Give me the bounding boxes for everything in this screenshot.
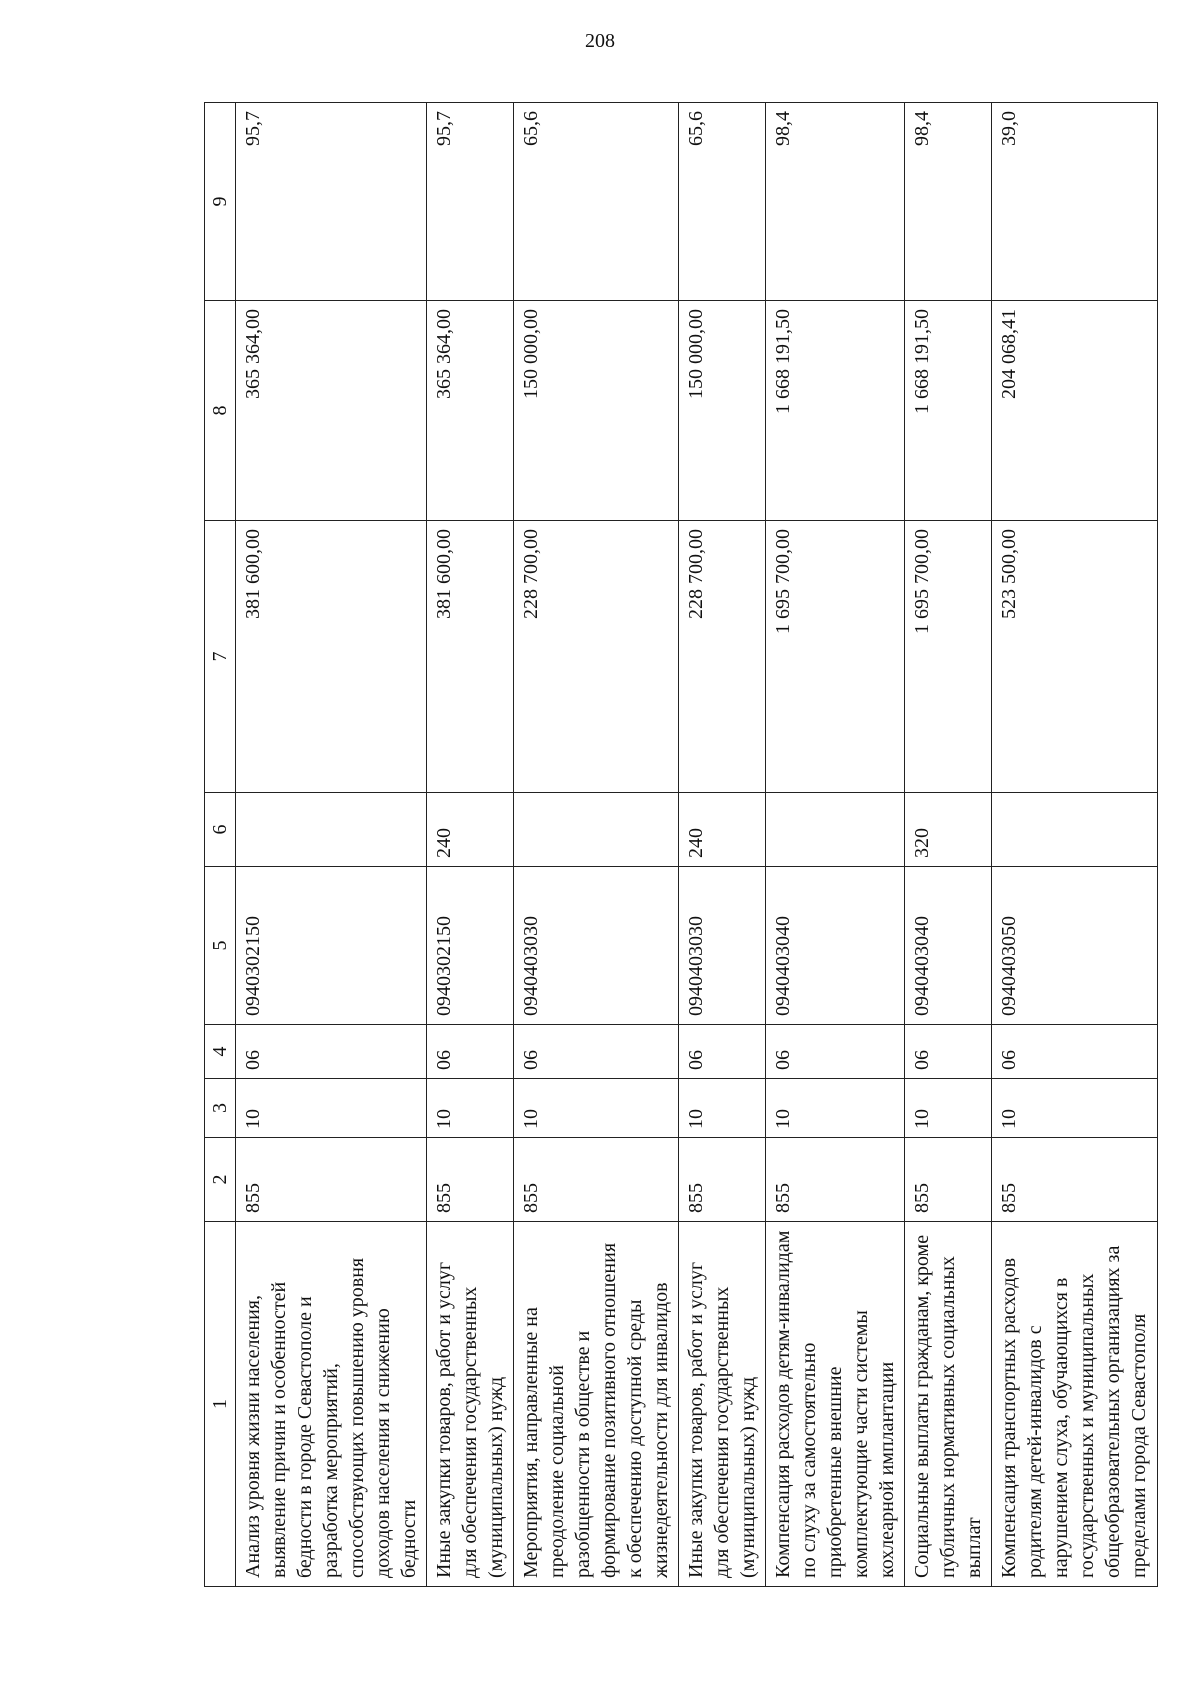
cell-col3: 10 [905, 1079, 992, 1138]
cell-col3: 10 [514, 1079, 679, 1138]
table-row [427, 103, 514, 1587]
cell-col3: 10 [679, 1079, 766, 1138]
cell-col3: 10 [236, 1079, 427, 1138]
cell-col2: 855 [427, 1138, 514, 1222]
cell-col3: 10 [992, 1079, 1158, 1138]
description-cell: Социальные выплаты гражданам, кроме публичных нормативных социальных выплат [905, 1222, 992, 1587]
cell-col6 [766, 793, 905, 867]
cell-col2: 855 [766, 1138, 905, 1222]
header-cell: 3 [205, 1079, 236, 1138]
cell-col8: 365 364,00 [236, 301, 427, 521]
cell-col2: 855 [679, 1138, 766, 1222]
description-cell: Компенсация транспортных расходов родителям детей-инвалидов с нарушением слуха, обучающихся в государственных и муниципальных общеобразовательных организациях за пределами города Севастополя [992, 1222, 1158, 1587]
cell-col9: 65,6 [514, 103, 679, 301]
cell-col9: 39,0 [992, 103, 1158, 301]
cell-col6: 240 [679, 793, 766, 867]
cell-col7: 228 700,00 [679, 521, 766, 793]
cell-col3: 10 [427, 1079, 514, 1138]
cell-col4: 06 [992, 1025, 1158, 1079]
cell-col7: 1 695 700,00 [905, 521, 992, 793]
cell-col2: 855 [514, 1138, 679, 1222]
description-cell: Компенсация расходов детям-инвалидам по слуху за самостоятельно приобретенные внешние комплектующие части системы кохлеарной имплантации [766, 1222, 905, 1587]
description-cell: Иные закупки товаров, работ и услуг для обеспечения государственных (муниципальных) нужд [679, 1222, 766, 1587]
cell-col5: 0940403030 [679, 867, 766, 1025]
cell-col2: 855 [236, 1138, 427, 1222]
cell-col6 [514, 793, 679, 867]
cell-col7: 381 600,00 [427, 521, 514, 793]
cell-col8: 1 668 191,50 [766, 301, 905, 521]
page-number: 208 [585, 30, 615, 52]
description-cell: Анализ уровня жизни населения, выявление причин и особенностей бедности в городе Севастополе и разработка мероприятий, способствующих повышению уровня доходов населения и снижению бедности [236, 1222, 427, 1587]
cell-col7: 1 695 700,00 [766, 521, 905, 793]
cell-col2: 855 [992, 1138, 1158, 1222]
cell-col2: 855 [905, 1138, 992, 1222]
header-cell: 7 [205, 521, 236, 793]
cell-col4: 06 [514, 1025, 679, 1079]
cell-col8: 1 668 191,50 [905, 301, 992, 521]
header-cell: 4 [205, 1025, 236, 1079]
cell-col5: 0940403030 [514, 867, 679, 1025]
cell-col7: 523 500,00 [992, 521, 1158, 793]
cell-col9: 95,7 [427, 103, 514, 301]
cell-col6: 240 [427, 793, 514, 867]
budget-table [204, 102, 1158, 1587]
cell-col8: 150 000,00 [679, 301, 766, 521]
cell-col4: 06 [427, 1025, 514, 1079]
cell-col7: 228 700,00 [514, 521, 679, 793]
cell-col6 [992, 793, 1158, 867]
cell-col8: 365 364,00 [427, 301, 514, 521]
cell-col8: 204 068,41 [992, 301, 1158, 521]
cell-col4: 06 [679, 1025, 766, 1079]
rotated-table-container [204, 103, 1150, 1587]
table-row [236, 103, 427, 1587]
cell-col6: 320 [905, 793, 992, 867]
header-cell: 9 [205, 103, 236, 301]
table-row [992, 103, 1158, 1587]
cell-col4: 06 [236, 1025, 427, 1079]
cell-col5: 0940403040 [766, 867, 905, 1025]
cell-col4: 06 [766, 1025, 905, 1079]
header-cell: 1 [205, 1222, 236, 1587]
cell-col5: 0940302150 [427, 867, 514, 1025]
cell-col9: 98,4 [766, 103, 905, 301]
header-cell: 2 [205, 1138, 236, 1222]
table-row [766, 103, 905, 1587]
header-cell: 5 [205, 867, 236, 1025]
table-row [679, 103, 766, 1587]
cell-col5: 0940403040 [905, 867, 992, 1025]
header-cell: 8 [205, 301, 236, 521]
table-row [514, 103, 679, 1587]
description-cell: Иные закупки товаров, работ и услуг для обеспечения государственных (муниципальных) нужд [427, 1222, 514, 1587]
table-row [905, 103, 992, 1587]
cell-col5: 0940302150 [236, 867, 427, 1025]
cell-col9: 98,4 [905, 103, 992, 301]
cell-col3: 10 [766, 1079, 905, 1138]
header-cell: 6 [205, 793, 236, 867]
cell-col4: 06 [905, 1025, 992, 1079]
header-row [205, 103, 236, 1587]
cell-col9: 95,7 [236, 103, 427, 301]
cell-col7: 381 600,00 [236, 521, 427, 793]
cell-col9: 65,6 [679, 103, 766, 301]
cell-col6 [236, 793, 427, 867]
cell-col5: 0940403050 [992, 867, 1158, 1025]
description-cell: Мероприятия, направленные на преодоление социальной разобщенности в обществе и формирование позитивного отношения к обеспечению доступной среды жизнедеятельности для инвалидов [514, 1222, 679, 1587]
cell-col8: 150 000,00 [514, 301, 679, 521]
